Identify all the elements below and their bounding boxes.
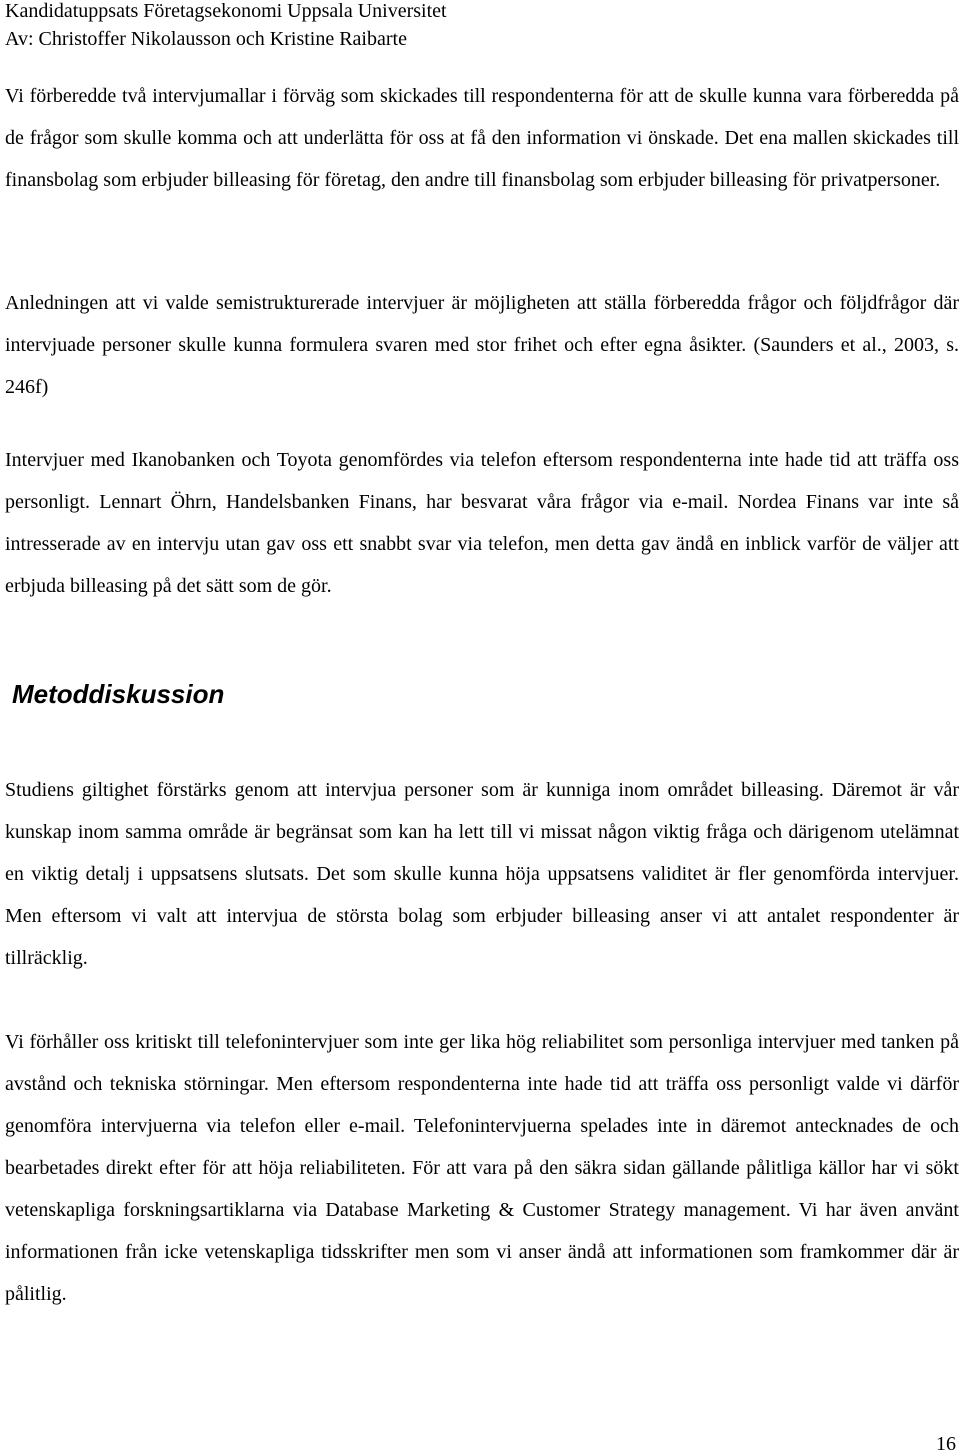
paragraph-validity: Studiens giltighet förstärks genom att intervjua personer som är kunniga inom området billeasing. Däremot är vår kunskap inom samma område är begränsat som kan ha lett till vi missat någon viktig fråga och därigenom utelämnat en viktig detalj i uppsatsens slutsats. Det som skulle kunna höja uppsatsens validitet är fler genomförda intervjuer. Men eftersom vi valt att intervjua de största bolag som erbjuder billeasing anser vi att antalet respondenter är tillräcklig.: [5, 779, 959, 969]
section-heading: Metoddiskussion: [12, 679, 225, 709]
header-authors: Av: Christoffer Nikolausson och Kristine Raibarte: [5, 28, 407, 50]
paragraph-semistructured-interviews: Anledningen att vi valde semistrukturerade intervjuer är möjligheten att ställa förberedda frågor och följdfrågor där intervjuade personer skulle kunna formulera svaren med stor frihet och efter egna åsikter. (Saunders et al., 2003, s. 246f): [5, 292, 959, 398]
paragraph-interview-templates: Vi förberedde två intervjumallar i förväg som skickades till respondenterna för att de skulle kunna vara förberedda på de frågor som skulle komma och att underlätta för oss at få den information vi önskade. Det ena mallen skickades till finansbolag som erbjuder billeasing för företag, den andre till finansbolag som erbjuder billeasing för privatpersoner.: [5, 85, 959, 191]
paragraph-reliability: Vi förhåller oss kritiskt till telefonintervjuer som inte ger lika hög reliabilitet som personliga intervjuer med tanken på avstånd och tekniska störningar. Men eftersom respondenterna inte hade tid att träffa oss personligt valde vi därför genomföra intervjuerna via telefon eller e-mail. Telefonintervjuerna spelades inte in däremot antecknades de och bearbetades direkt efter för att höja reliabiliteten. För att vara på den säkra sidan gällande pålitliga källor har vi sökt vetenskapliga forskningsartiklarna via Database Marketing & Customer Strategy management. Vi har även använt informationen från icke vetenskapliga tidsskrifter men som vi anser ändå att informationen som framkommer där är pålitlig.: [5, 1031, 959, 1305]
page-number: 16: [936, 1433, 956, 1455]
paragraph-interview-methods: Intervjuer med Ikanobanken och Toyota genomfördes via telefon eftersom respondenterna inte hade tid att träffa oss personligt. Lennart Öhrn, Handelsbanken Finans, har besvarat våra frågor via e-mail. Nordea Finans var inte så intresserade av en intervju utan gav oss ett snabbt svar via telefon, men detta gav ändå en inblick varför de väljer att erbjuda billeasing på det sätt som de gör.: [5, 449, 959, 597]
header-title: Kandidatuppsats Företagsekonomi Uppsala Universitet: [5, 0, 447, 22]
page-header: [5, 0, 945, 53]
